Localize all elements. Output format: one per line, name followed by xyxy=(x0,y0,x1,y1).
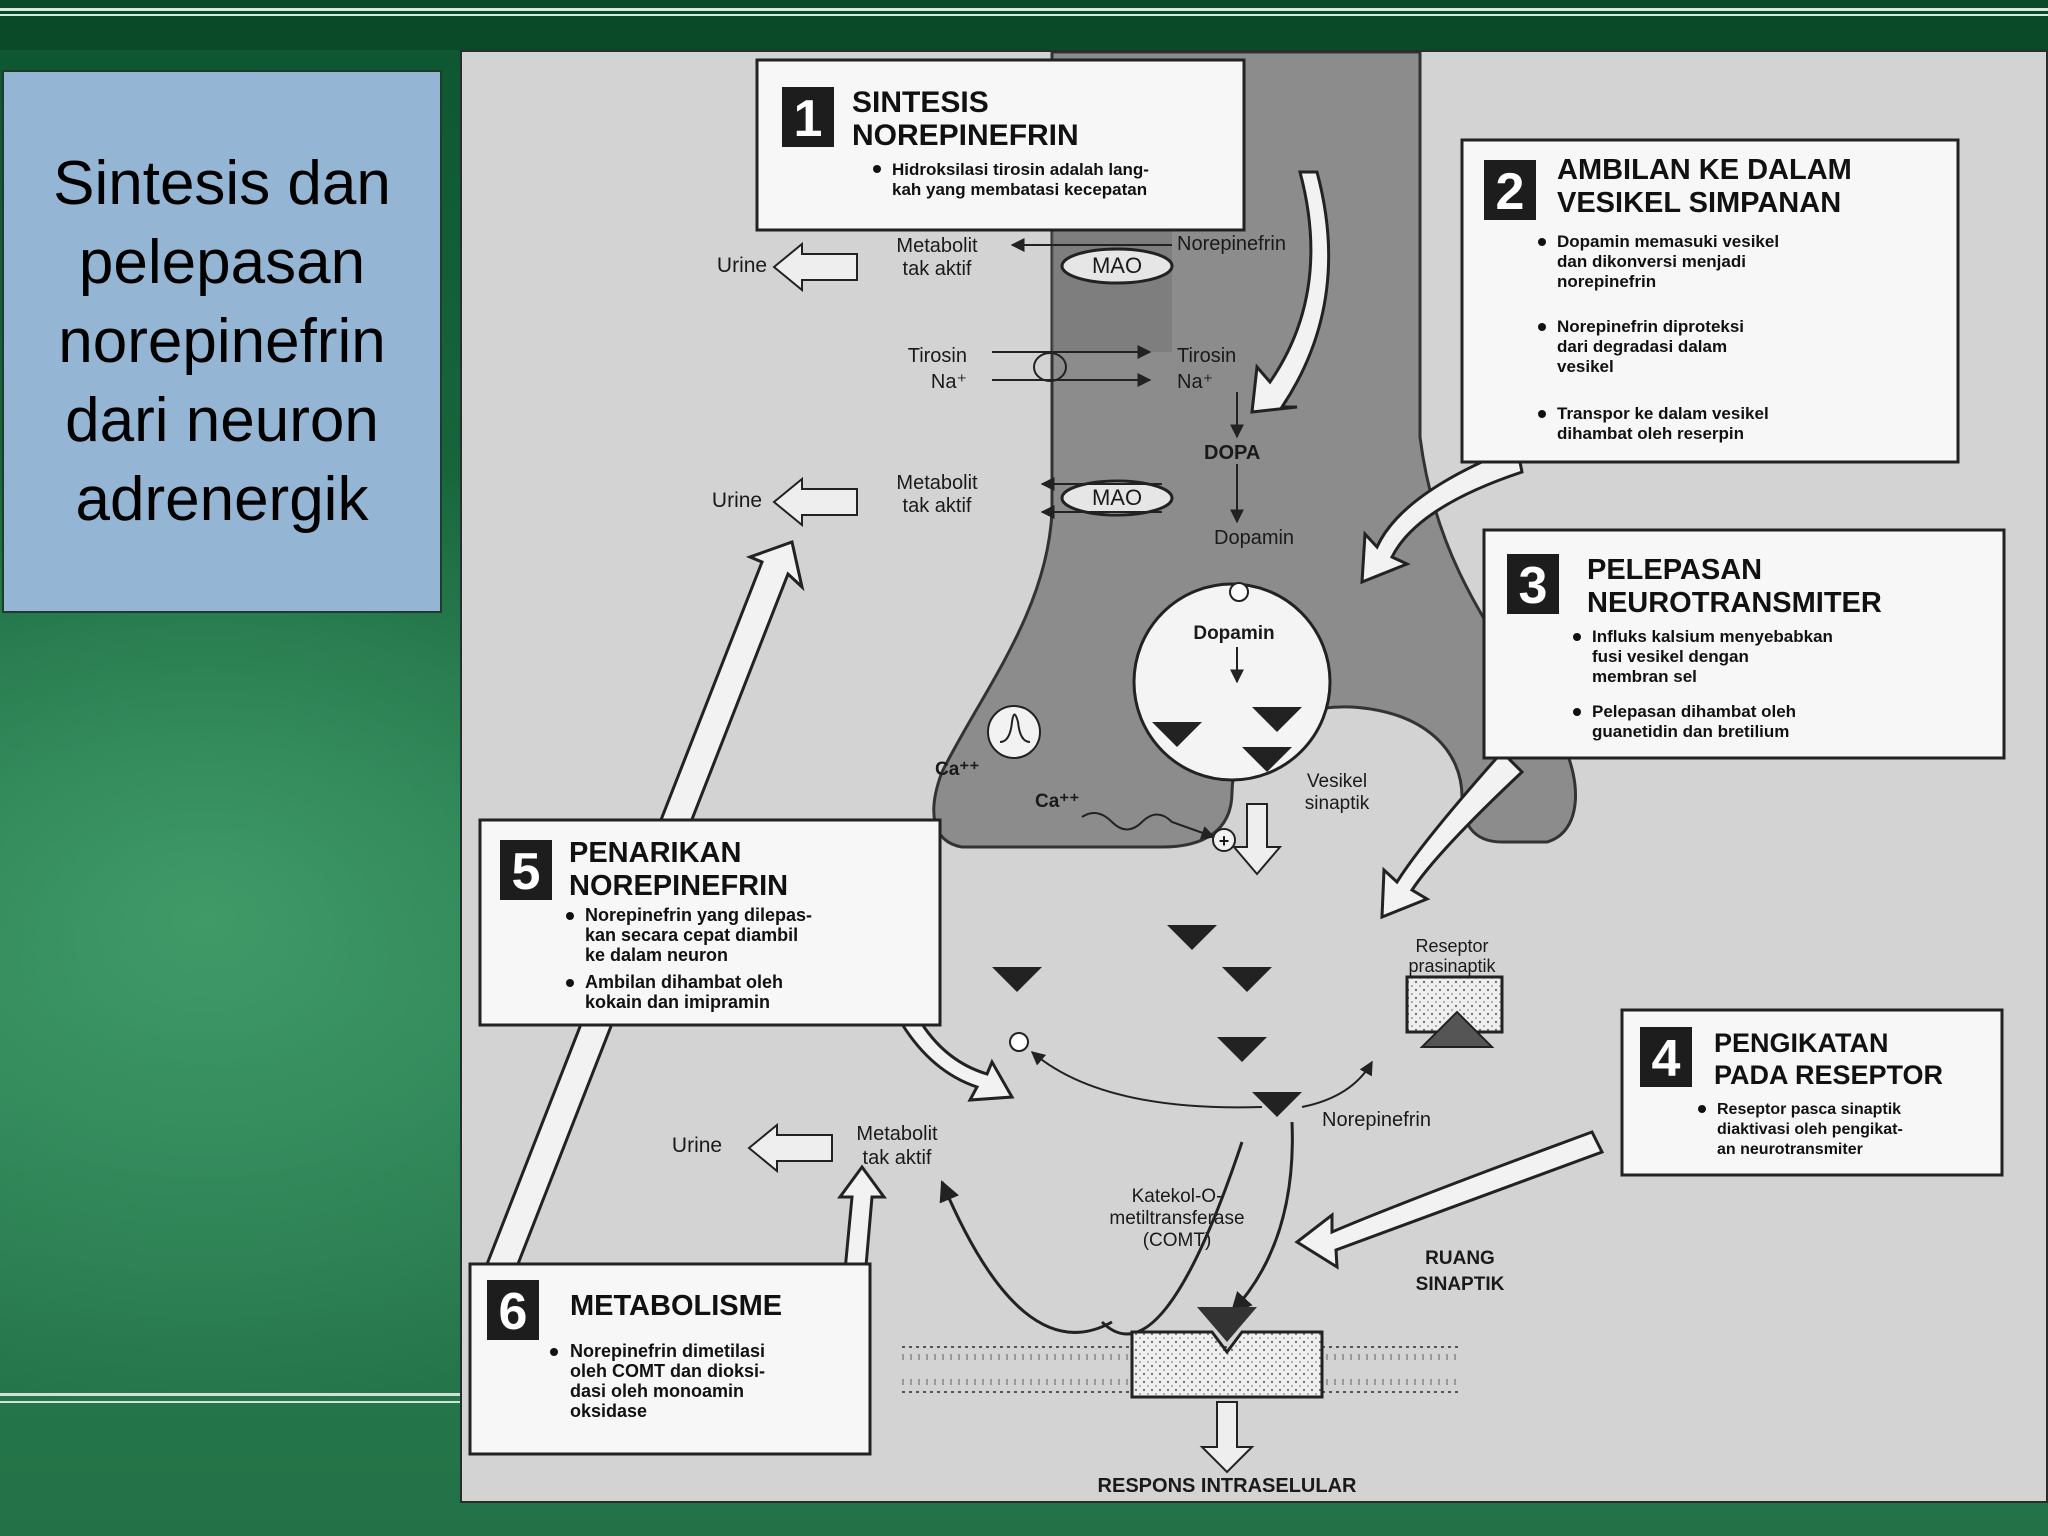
urine-arrow-low xyxy=(749,1125,832,1171)
metabolite-label-mid-2: tak aktif xyxy=(902,495,972,517)
norepinephrine-label-cleft: Norepinefrin xyxy=(1322,1109,1431,1131)
box-1-title-1: SINTESIS xyxy=(852,86,989,119)
intracellular-response-label: RESPONS INTRASELULAR xyxy=(1097,1475,1357,1497)
box-2-title-1: AMBILAN KE DALAM xyxy=(1557,154,1852,186)
box-3-bullet-2-line-2: guanetidin dan bretilium xyxy=(1592,722,1790,741)
box-3-bullet-1-line-3: membran sel xyxy=(1592,667,1697,686)
box-4-bullet-1-line-3: an neurotransmiter xyxy=(1717,1141,1863,1158)
box-4-bullet-1-line-2: diaktivasi oleh pengikat- xyxy=(1717,1121,1903,1138)
svg-text:6: 6 xyxy=(498,1283,528,1341)
metabolite-label-mid-1: Metabolit xyxy=(896,472,978,494)
box-2-bullet-2-line-1: Norepinefrin diproteksi xyxy=(1557,317,1745,336)
box-3-title-1: PELEPASAN xyxy=(1587,554,1763,586)
svg-text:5: 5 xyxy=(511,843,541,901)
box-5-title-2: NOREPINEFRIN xyxy=(569,870,789,902)
calcium-label-inside: Ca⁺⁺ xyxy=(1035,791,1080,812)
mao-label-top: MAO xyxy=(1091,253,1143,278)
calcium-label-outside: Ca⁺⁺ xyxy=(935,759,980,780)
vesicle-label-2: sinaptik xyxy=(1304,793,1370,814)
svg-text:4: 4 xyxy=(1651,1030,1681,1088)
big-arrow-4 xyxy=(1297,1132,1602,1267)
norepinephrine-label-top: Norepinefrin xyxy=(1177,233,1286,255)
slide-title-box xyxy=(2,70,442,613)
box-2-bullet-2-line-3: vesikel xyxy=(1557,357,1614,376)
box-5-bullet-2-line-1: Ambilan dihambat oleh xyxy=(585,972,784,992)
tyrosine-label-inside: Tirosin xyxy=(1177,345,1237,367)
presynaptic-receptor-label-2: prasinaptik xyxy=(1408,956,1496,976)
box-3-bullet-1-line-1: Influks kalsium menyebabkan xyxy=(1592,627,1833,646)
urine-arrow-mid xyxy=(774,479,857,525)
box-3-bullet-2-line-1: Pelepasan dihambat oleh xyxy=(1592,702,1797,721)
box-6-bullet-1-line-3: dasi oleh monoamin xyxy=(570,1381,745,1401)
box-6-bullet-1-line-1: Norepinefrin dimetilasi xyxy=(570,1341,766,1361)
box-5-bullet-1-line-2: kan secara cepat diambil xyxy=(585,925,799,945)
box-3-title-2: NEUROTRANSMITER xyxy=(1587,587,1882,619)
urine-arrow-top xyxy=(774,244,857,290)
urine-label-top: Urine xyxy=(716,254,768,277)
comt-label-2: metiltransferase xyxy=(1109,1208,1245,1229)
box-2-bullet-3-line-1: Transpor ke dalam vesikel xyxy=(1557,404,1769,423)
box-5-bullet-1-line-1: Norepinefrin yang dilepas- xyxy=(585,905,813,925)
box-6-bullet-1-line-2: oleh COMT dan dioksi- xyxy=(570,1361,766,1381)
box-3-neurotransmitter-release xyxy=(1484,530,2004,758)
box-2-bullet-1-line-1: Dopamin memasuki vesikel xyxy=(1557,232,1780,251)
metabolite-label-low-2: tak aktif xyxy=(862,1147,932,1169)
metabolite-label-top-2: tak aktif xyxy=(902,258,972,280)
synaptic-space-label-2: SINAPTIK xyxy=(1415,1274,1505,1295)
mao-label-middle: MAO xyxy=(1091,485,1143,510)
sodium-label-inside: Na⁺ xyxy=(1177,371,1214,393)
box-5-bullet-2-line-2: kokain dan imipramin xyxy=(585,992,771,1012)
box-2-title-2: VESIKEL SIMPANAN xyxy=(1557,187,1842,219)
sodium-label-outside: Na⁺ xyxy=(930,371,967,393)
box-4-title-2: PADA RESEPTOR xyxy=(1714,1060,1944,1090)
tyrosine-label-outside: Tirosin xyxy=(907,345,967,367)
box-6-bullet-1-line-4: oksidase xyxy=(570,1401,648,1421)
box-2-bullet-1-line-3: norepinefrin xyxy=(1557,272,1657,291)
svg-text:2: 2 xyxy=(1495,163,1525,221)
plus-sign: + xyxy=(1218,831,1230,851)
box-5-bullet-1-line-3: ke dalam neuron xyxy=(585,945,729,965)
synaptic-space-label-1: RUANG xyxy=(1425,1248,1495,1269)
box-2-bullet-3-line-2: dihambat oleh reserpin xyxy=(1557,424,1745,443)
metabolite-label-top-1: Metabolit xyxy=(896,235,978,257)
presynaptic-receptor-label-1: Reseptor xyxy=(1415,936,1489,956)
box-1-synthesis xyxy=(757,60,1244,230)
box-6-metabolism xyxy=(470,1264,870,1454)
box-5-title-1: PENARIKAN xyxy=(569,837,742,869)
metabolite-label-low-1: Metabolit xyxy=(856,1123,938,1145)
box-6-title-1: METABOLISME xyxy=(570,1290,783,1322)
norepinephrine-diagram xyxy=(460,50,2048,1503)
synaptic-vesicle xyxy=(1134,584,1330,780)
vesicle-label-1: Vesikel xyxy=(1306,771,1368,792)
box-1-title-2: NOREPINEFRIN xyxy=(852,119,1079,152)
box-2-vesicle-uptake xyxy=(1462,140,1958,462)
dopa-label: DOPA xyxy=(1204,442,1261,464)
svg-text:3: 3 xyxy=(1518,557,1548,615)
box-4-bullet-1-line-1: Reseptor pasca sinaptik xyxy=(1717,1101,1902,1118)
box-4-title-1: PENGIKATAN xyxy=(1714,1028,1889,1058)
svg-text:1: 1 xyxy=(793,90,823,148)
box-2-bullet-1-line-2: dan dikonversi menjadi xyxy=(1557,252,1746,271)
urine-label-low: Urine xyxy=(671,1134,723,1157)
box-4-receptor-binding xyxy=(1622,1010,2002,1175)
box-1-bullet-1-line-2: kah yang membatasi kecepatan xyxy=(892,180,1148,199)
dopamine-label-cytoplasm: Dopamin xyxy=(1214,527,1295,549)
top-rule-thin xyxy=(0,14,2048,16)
slide-title: Sintesis dan pelepasan norepinefrin dari neuron adrenergik xyxy=(53,149,391,534)
big-arrow-5 xyxy=(902,1024,1012,1100)
box-1-bullet-1-line-1: Hidroksilasi tirosin adalah lang- xyxy=(892,160,1149,179)
box-3-bullet-1-line-2: fusi vesikel dengan xyxy=(1592,647,1749,666)
dopamine-label-vesicle: Dopamin xyxy=(1193,623,1275,644)
urine-label-mid: Urine xyxy=(711,489,763,512)
comt-label-3: (COMT) xyxy=(1142,1230,1212,1251)
box-2-bullet-2-line-2: dari degradasi dalam xyxy=(1557,337,1728,356)
top-rule xyxy=(0,8,2048,11)
box-5-reuptake xyxy=(480,820,940,1025)
comt-label-1: Katekol-O- xyxy=(1131,1186,1223,1207)
